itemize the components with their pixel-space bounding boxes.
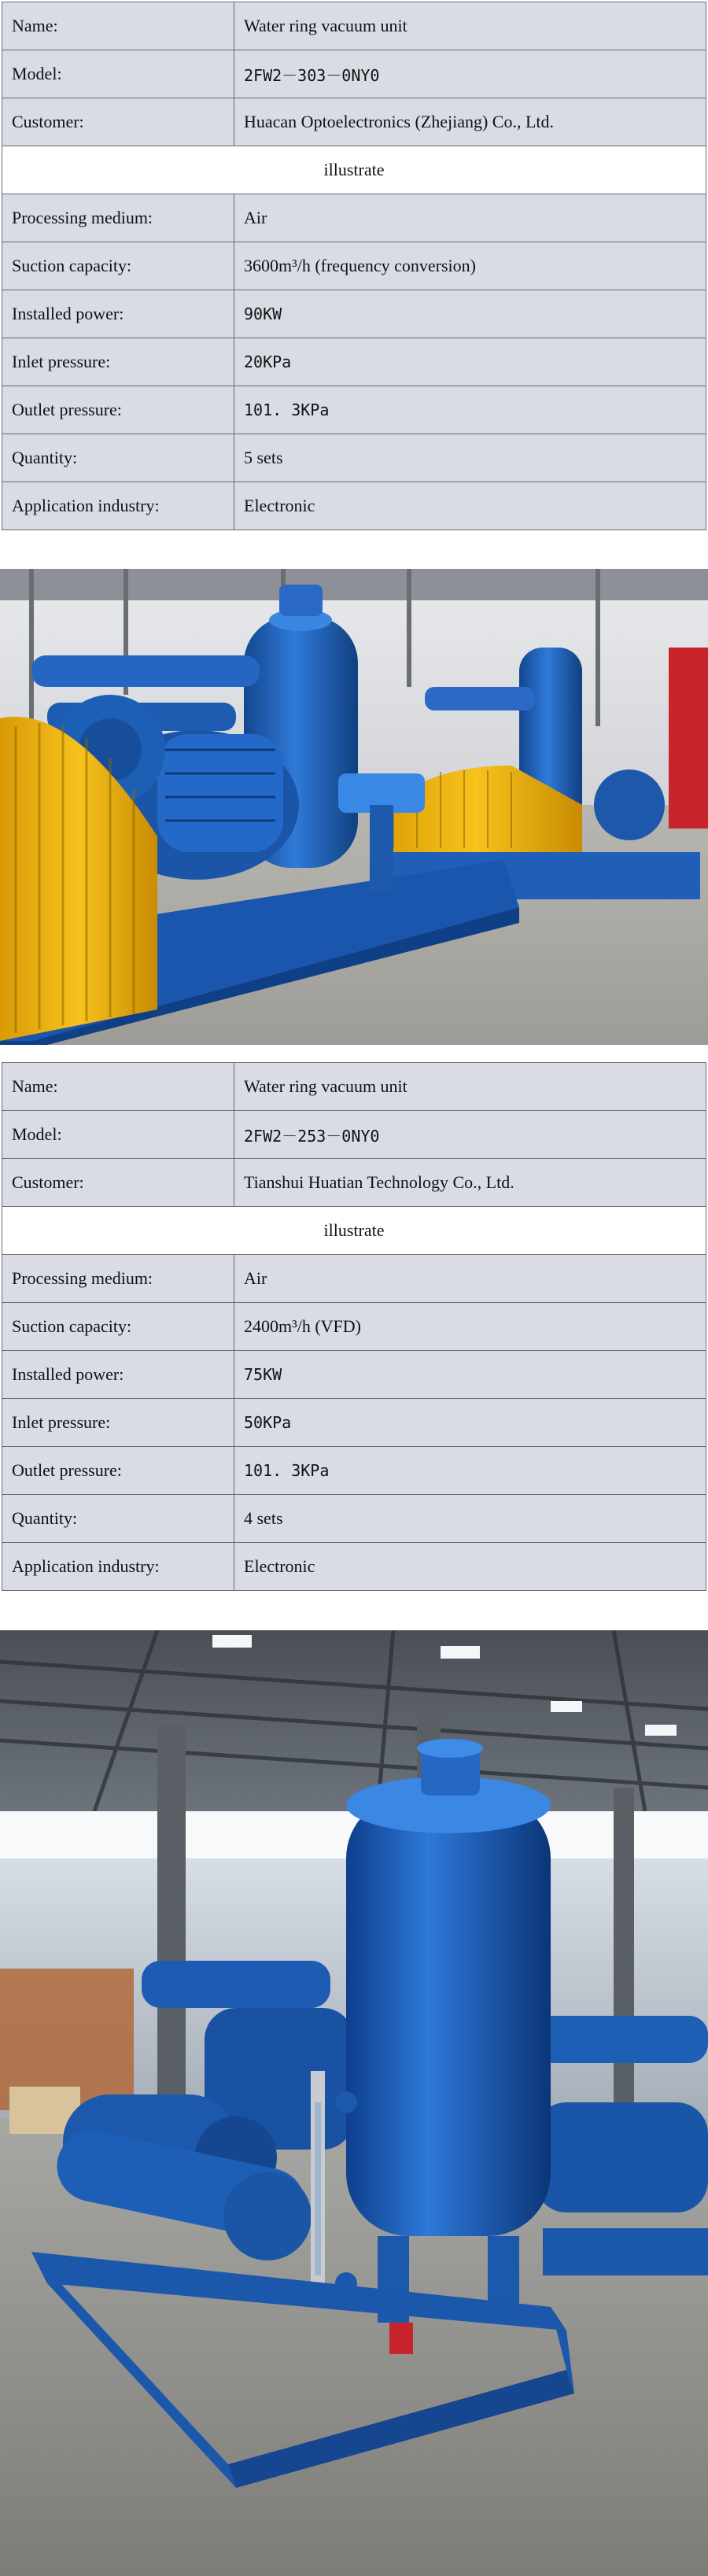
spec-label: Customer:	[2, 1159, 234, 1207]
spec-value: Air	[234, 1255, 706, 1303]
spec-value: 2400m³/h (VFD)	[234, 1303, 706, 1351]
spec-label: Inlet pressure:	[2, 338, 234, 386]
spec-label: Name:	[2, 1063, 234, 1111]
spec-row-name	[2, 2, 706, 50]
spec-row-industry	[2, 1543, 706, 1591]
spec-value: 20KPa	[234, 338, 706, 386]
spec-label: Installed power:	[2, 1351, 234, 1399]
spec-row-quantity	[2, 1495, 706, 1543]
spec-row-customer	[2, 1159, 706, 1207]
spec-table-2	[2, 1062, 706, 1591]
spec-value: 3600m³/h (frequency conversion)	[234, 242, 706, 290]
spec-label: Outlet pressure:	[2, 1447, 234, 1495]
spec-value: 50KPa	[234, 1399, 706, 1447]
spec-row-model	[2, 50, 706, 98]
spec-row-industry	[2, 482, 706, 530]
spec-label: Installed power:	[2, 290, 234, 338]
product-photo-vacuum-units	[0, 569, 708, 1045]
product-photo-vacuum-unit-separator-tank	[0, 1630, 708, 2576]
spec-value: Electronic	[234, 1543, 706, 1591]
spec-label: Quantity:	[2, 1495, 234, 1543]
spec-row-medium	[2, 1255, 706, 1303]
spec-value: 4 sets	[234, 1495, 706, 1543]
spec-value: Water ring vacuum unit	[234, 1063, 706, 1111]
spec-row-power	[2, 1351, 706, 1399]
spec-label: Application industry:	[2, 1543, 234, 1591]
spec-row-customer	[2, 98, 706, 146]
spec-row-power	[2, 290, 706, 338]
spec-label: Processing medium:	[2, 194, 234, 242]
spec-value: Electronic	[234, 482, 706, 530]
spec-label: Inlet pressure:	[2, 1399, 234, 1447]
spec-value: Huacan Optoelectronics (Zhejiang) Co., Ltd.	[234, 98, 706, 146]
spec-row-outlet	[2, 1447, 706, 1495]
spec-label: Model:	[2, 1111, 234, 1159]
spec-row-suction	[2, 1303, 706, 1351]
spec-label: Quantity:	[2, 434, 234, 482]
section-title: illustrate	[2, 1207, 706, 1255]
spec-value: 101. 3KPa	[234, 386, 706, 434]
spec-value: 5 sets	[234, 434, 706, 482]
spec-label: Suction capacity:	[2, 242, 234, 290]
spec-section-header	[2, 1207, 706, 1255]
spec-row-medium	[2, 194, 706, 242]
spec-value: 2FW2－303－0NY0	[234, 50, 706, 98]
section-title: illustrate	[2, 146, 706, 194]
spec-section-header	[2, 146, 706, 194]
spec-row-suction	[2, 242, 706, 290]
spec-value: Tianshui Huatian Technology Co., Ltd.	[234, 1159, 706, 1207]
spec-value: 2FW2－253－0NY0	[234, 1111, 706, 1159]
photo-illustration	[0, 569, 708, 1045]
spec-row-inlet	[2, 338, 706, 386]
spec-row-outlet	[2, 386, 706, 434]
spec-value: 75KW	[234, 1351, 706, 1399]
spec-label: Application industry:	[2, 482, 234, 530]
spec-value: Water ring vacuum unit	[234, 2, 706, 50]
spec-value: 90KW	[234, 290, 706, 338]
spec-row-inlet	[2, 1399, 706, 1447]
spec-row-name	[2, 1063, 706, 1111]
spec-label: Name:	[2, 2, 234, 50]
spec-label: Customer:	[2, 98, 234, 146]
spec-row-model	[2, 1111, 706, 1159]
spec-label: Suction capacity:	[2, 1303, 234, 1351]
spec-value: 101. 3KPa	[234, 1447, 706, 1495]
photo-illustration	[0, 1630, 708, 2576]
spec-value: Air	[234, 194, 706, 242]
spec-table-1	[2, 2, 706, 530]
spec-row-quantity	[2, 434, 706, 482]
spec-label: Outlet pressure:	[2, 386, 234, 434]
spec-label: Model:	[2, 50, 234, 98]
spec-label: Processing medium:	[2, 1255, 234, 1303]
